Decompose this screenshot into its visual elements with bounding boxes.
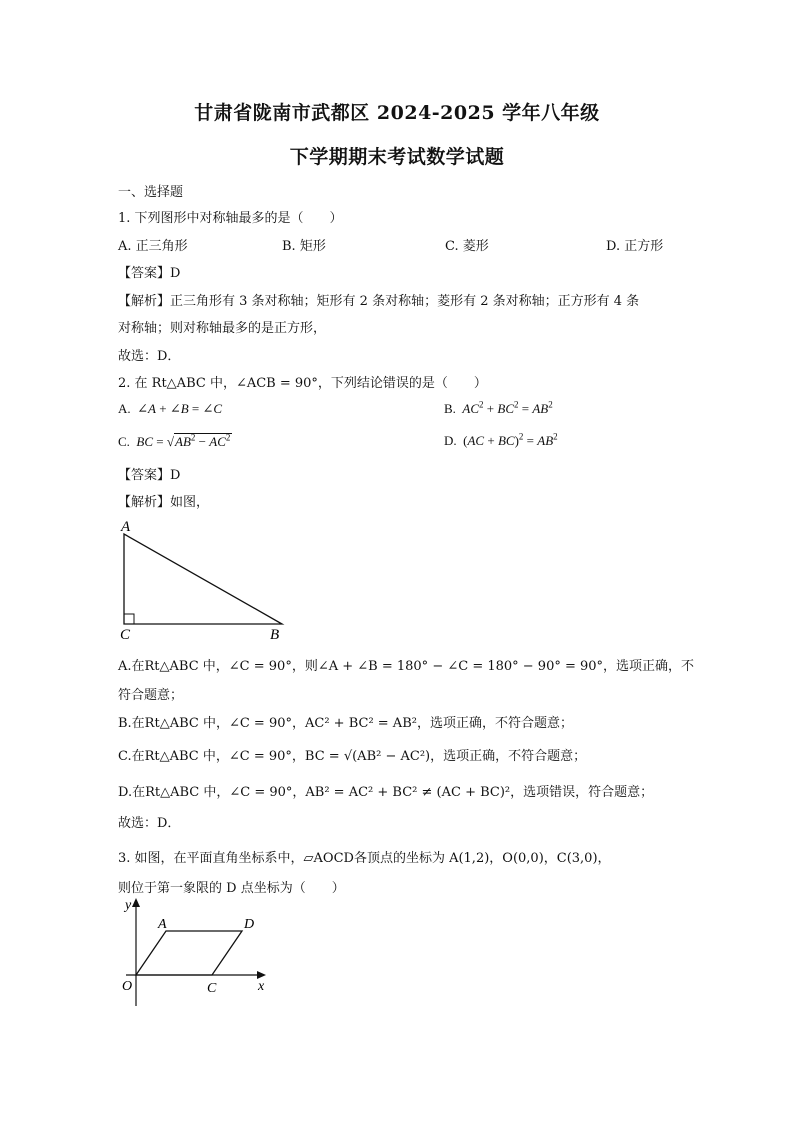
q2-analysis-intro: 【解析】如图， [118,495,210,510]
right-triangle-figure [112,515,292,643]
q2-analysis-a-line1: A.在Rt△ABC 中，∠C = 90°，则∠A + ∠B = 180° − ∠C = 180° − 90° = 90°，选项正确，不 [118,659,695,674]
q1-option-a: A. 正三角形 [118,239,188,254]
q2-option-a: A. ∠A + ∠B = ∠C [118,401,223,416]
q2-answer: 【答案】D [118,468,181,483]
label-c: C [120,627,131,643]
q1-answer: 【答案】D [118,266,181,281]
q2-conclusion: 故选：D． [118,816,181,831]
q2-analysis-d: D.在Rt△ABC 中，∠C = 90°，AB² = AC² + BC² ≠ (AC + BC)²，选项错误，符合题意； [118,785,654,800]
q1-analysis-line2: 对称轴；则对称轴最多的是正方形， [118,321,327,336]
q3-stem-line1: 3. 如图，在平面直角坐标系中，▱AOCD各顶点的坐标为 A(1,2)，O(0,0)，C(3,0)， [118,851,611,866]
q1-option-d: D. 正方形 [606,239,664,254]
axis-label-x: x [258,979,265,994]
right-angle-mark [124,614,134,624]
section-heading: 一、选择题 [118,185,184,200]
x-axis-arrow [257,971,266,979]
q2-analysis-a-line2: 符合题意； [118,688,184,703]
q3-stem-line2: 则位于第一象限的 D 点坐标为（ ） [118,881,345,896]
label-o: O [122,979,133,994]
parallelogram-aocd [136,931,242,975]
document-title-line2: 下学期期末考试数学试题 [289,146,505,168]
label-a: A [158,917,167,932]
q2-option-b: B. $AC^2 + BC^2 = AB^2$ [444,399,553,416]
q1-option-b: B. 矩形 [282,239,326,254]
label-a: A [121,519,131,535]
y-axis-arrow [132,898,140,907]
document-title-line1: 甘肃省陇南市武都区 2024-2025 学年八年级 [194,102,600,124]
triangle-abc [124,534,282,624]
q2-stem: 2. 在 Rt△ABC 中，∠ACB = 90°，下列结论错误的是（ ） [118,376,487,391]
q1-conclusion: 故选：D． [118,349,181,364]
label-b: B [270,627,280,643]
q2-analysis-b: B.在Rt△ABC 中，∠C = 90°，AC² + BC² = AB²，选项正确，不符合题意； [118,716,573,731]
q2-option-c: C. BC = $√AB^2 - AC^2$ [118,432,231,449]
q1-stem: 1. 下列图形中对称轴最多的是（ ） [118,211,343,226]
q2-analysis-c: C.在Rt△ABC 中，∠C = 90°，BC = √(AB² − AC²)，选项正确，不符合题意； [118,749,587,764]
q1-analysis-line1: 【解析】正三角形有 3 条对称轴；矩形有 2 条对称轴；菱形有 2 条对称轴；正方形有 4 条 [118,294,640,309]
label-d: D [244,917,255,932]
q2-option-d: D. $(AC + BC)^2 = AB^2$ [444,431,558,448]
label-c: C [207,981,217,996]
parallelogram-figure [112,894,282,1012]
q1-option-c: C. 菱形 [445,239,489,254]
axis-label-y: y [125,898,132,913]
